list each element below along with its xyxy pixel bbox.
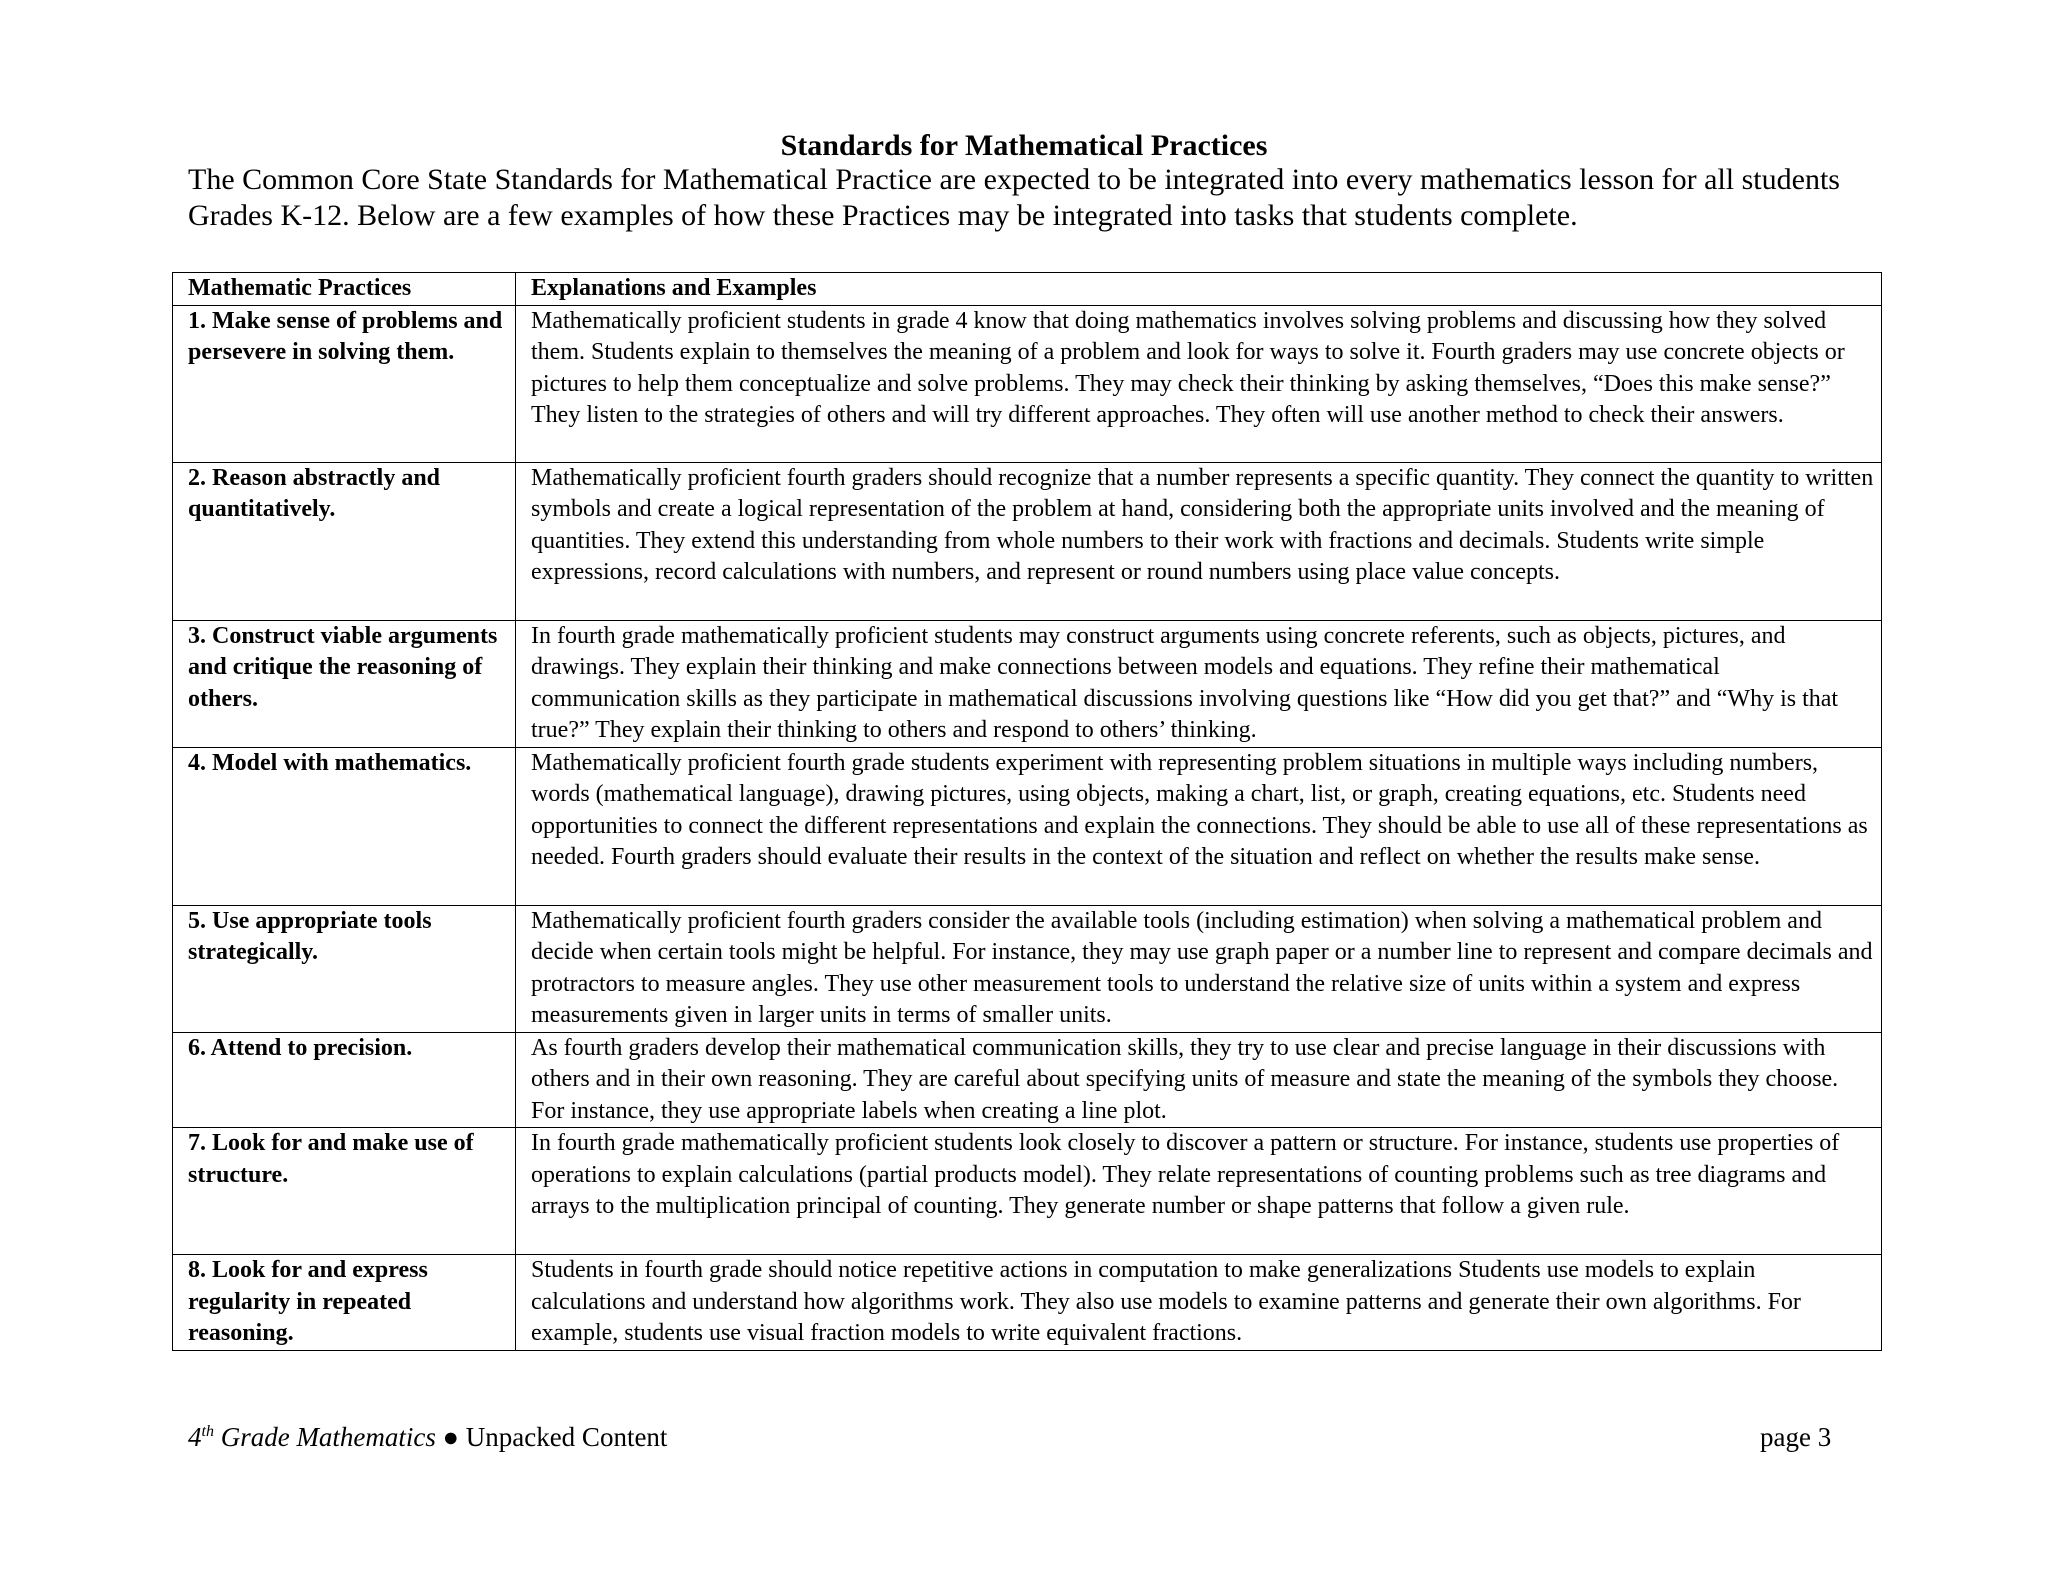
practice-name: 4. Model with mathematics. <box>173 747 516 905</box>
practice-explanation: Students in fourth grade should notice repetitive actions in computation to make generalizations Students use models to explain calculations and understand how algorithms work. They also use models to examine patterns and generate their own algorithms. For example, students use visual fraction models to write equivalent fractions. <box>516 1255 1882 1351</box>
footer-bullet: ● <box>442 1422 459 1452</box>
footer-grade <box>188 1422 436 1452</box>
page-title: Standards for Mathematical Practices <box>780 129 1268 162</box>
practice-explanation: As fourth graders develop their mathematical communication skills, they try to use clear and precise language in their discussions with others and in their own reasoning. They are careful about specifying units of measure and state the meaning of the symbols they choose. For instance, they use appropriate labels when creating a line plot. <box>516 1032 1882 1128</box>
table-row <box>173 1032 1882 1128</box>
practice-name: 2. Reason abstractly and quantitatively. <box>173 462 516 620</box>
practice-name: 6. Attend to precision. <box>173 1032 516 1128</box>
practice-explanation: Mathematically proficient fourth graders should recognize that a number represents a specific quantity. They connect the quantity to written symbols and create a logical representation of the problem at hand, considering both the appropriate units involved and the meaning of quantities. They extend this understanding from whole numbers to their work with fractions and decimals. Students write simple expressions, record calculations with numbers, and represent or round numbers using place value concepts. <box>516 462 1882 620</box>
footer-grade-label: Grade Mathematics <box>220 1422 436 1452</box>
table-row <box>173 620 1882 747</box>
page-number: page 3 <box>1760 1422 1832 1452</box>
footer-section: Unpacked Content <box>465 1422 668 1452</box>
practice-explanation: In fourth grade mathematically proficient students look closely to discover a pattern or structure. For instance, students use properties of operations to explain calculations (partial products model). They relate representations of counting problems such as tree diagrams and arrays to the multiplication principal of counting. They generate number or shape patterns that follow a given rule. <box>516 1128 1882 1255</box>
practice-explanation: Mathematically proficient fourth grade students experiment with representing problem situations in multiple ways including numbers, words (mathematical language), drawing pictures, using objects, making a chart, list, or graph, creating equations, etc. Students need opportunities to connect the different representations and explain the connections. They should be able to use all of these representations as needed. Fourth graders should evaluate their results in the context of the situation and reflect on whether the results make sense. <box>516 747 1882 905</box>
practice-explanation: Mathematically proficient students in grade 4 know that doing mathematics involves solving problems and discussing how they solved them. Students explain to themselves the meaning of a problem and look for ways to solve it. Fourth graders may use concrete objects or pictures to help them conceptualize and solve problems. They may check their thinking by asking themselves, “Does this make sense?” They listen to the strategies of others and will try different approaches. They often will use another method to check their answers. <box>516 305 1882 462</box>
practice-name: 5. Use appropriate tools strategically. <box>173 905 516 1032</box>
footer-grade-number: 4 <box>188 1422 202 1452</box>
practice-explanation: Mathematically proficient fourth graders consider the available tools (including estimation) when solving a mathematical problem and decide when certain tools might be helpful. For instance, they may use graph paper or a number line to represent and compare decimals and protractors to measure angles. They use other measurement tools to understand the relative size of units within a system and express measurements given in larger units in terms of smaller units. <box>516 905 1882 1032</box>
table-row <box>173 305 1882 462</box>
table-row <box>173 1128 1882 1255</box>
table-row <box>173 1255 1882 1351</box>
footer-grade-suffix: th <box>201 1423 214 1440</box>
practices-table <box>172 272 1882 1351</box>
practice-name: 7. Look for and make use of structure. <box>173 1128 516 1255</box>
footer-document-label <box>188 1420 667 1454</box>
practice-explanation: In fourth grade mathematically proficient students may construct arguments using concrete referents, such as objects, pictures, and drawings. They explain their thinking and make connections between models and equations. They refine their mathematical communication skills as they participate in mathematical discussions involving questions like “How did you get that?” and “Why is that true?” They explain their thinking to others and respond to others’ thinking. <box>516 620 1882 747</box>
table-row <box>173 905 1882 1032</box>
table-row <box>173 462 1882 620</box>
practice-name: 8. Look for and express regularity in repeated reasoning. <box>173 1255 516 1351</box>
intro-paragraph: The Common Core State Standards for Mathematical Practice are expected to be integrated into every mathematics lesson for all students Grades K-12. Below are a few examples of how these Practices may be integrated into tasks that students complete. <box>188 163 1840 232</box>
column-header-practices: Mathematic Practices <box>173 273 516 306</box>
column-header-explanations: Explanations and Examples <box>516 273 1882 306</box>
table-header-row <box>173 273 1882 306</box>
practice-name: 1. Make sense of problems and persevere in solving them. <box>173 305 516 462</box>
table-row <box>173 747 1882 905</box>
practice-name: 3. Construct viable arguments and critique the reasoning of others. <box>173 620 516 747</box>
